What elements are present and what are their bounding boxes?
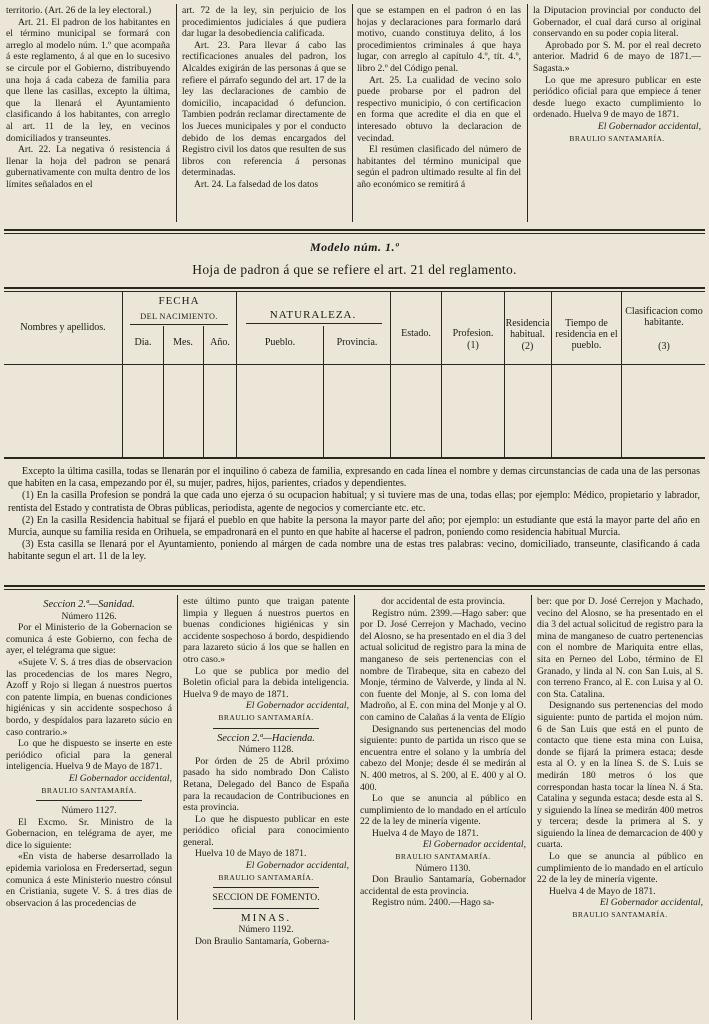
header-clasificacion: Clasificacion como habitante. xyxy=(625,306,703,328)
paragraph: Lo que he dispuesto publicar en este periódico oficial para conocimiento general. xyxy=(183,813,349,848)
header-profesion-note: (1) xyxy=(467,340,479,351)
table-col-divider xyxy=(621,291,622,457)
table-col-divider xyxy=(441,291,442,457)
paragraph: Lo que se publica por medio del Boletin oficial para la debida inteligencia. Huelva 9 de mayo de 1871. xyxy=(183,665,349,700)
column-divider xyxy=(354,595,355,1020)
top-column-1 xyxy=(6,5,170,223)
table-col-divider xyxy=(504,291,505,457)
paragraph: Huelva 10 de Mayo de 1871. xyxy=(195,848,307,860)
section-heading: MINAS. xyxy=(240,911,292,924)
signature-title: El Gobernador accidental, xyxy=(422,839,526,851)
paragraph: Registro núm. 2400.—Hago sa- xyxy=(372,897,495,909)
paragraph: Art. 25. La cualidad de vecino solo puede probarse por el padron del respectivo municipio, ó con certificacion en forma que acredite el dia en que el interesado obtuvo la declaracion de vecindad. xyxy=(357,74,521,144)
header-ano: Año. xyxy=(210,337,230,348)
signature-title: El Gobernador accidental, xyxy=(597,120,701,132)
header-del-nacimiento: DEL NACIMIENTO. xyxy=(140,312,218,321)
modelo-heading: Modelo núm. 1.º xyxy=(309,240,400,254)
signature-title: El Gobernador accidental, xyxy=(599,897,703,909)
form-title: Hoja de padron á que se refiere el art. 21 del reglamento. xyxy=(192,262,517,277)
paragraph: la Diputacion provincial por conducto del Gobernador, el cual dará curso al original conservando en su poder copia literal. xyxy=(533,5,701,40)
entry-rule xyxy=(213,908,319,909)
paragraph: Aprobado por S. M. por el real decreto anterior. Madrid 6 de mayo de 1871.—Sagasta.» xyxy=(533,39,701,74)
top-column-2 xyxy=(182,5,346,223)
paragraph: Art. 21. El padron de los habitantes en el término municipal se formará con arreglo al modelo núm. 1.º que acompaña á este reglamento, á al que en lo sucesivo se circule por el Gobierno, distribuyendo una hoja á cada cabeza de familia para que llene las casillas, excepto la última, que la llenará el Ayuntamiento clasificando á los habitantes, con arreglo al art. 11 de la ley, en vecinos domiciliados y transeuntes. xyxy=(6,16,170,144)
column-divider xyxy=(352,4,353,222)
header-fecha: FECHA xyxy=(158,295,200,307)
table-subheader-rule xyxy=(246,323,382,324)
entry-number: Número 1128. xyxy=(238,744,294,756)
table-col-divider xyxy=(390,291,391,457)
signature-name: BRAULIO SANTAMARÍA. xyxy=(569,133,665,143)
paragraph: Huelva 4 de Mayo de 1871. xyxy=(549,885,656,897)
entry-number: Número 1192. xyxy=(238,924,294,936)
paragraph: ber: que por D. José Cerrejon y Machado, vecino del Alosno, se ha presentado en el dia 3 del actual solicitud de registro para la mina de manganeso de cuatro pertenencias con el nombre de Mariquita entre ellas, sita en Perneo del Lobo, término de El Granado, y linda al N. con San Luis, al S. con terreno Franco, al E. con Luisa y al O. con Sta. Catalina. xyxy=(537,596,703,700)
paragraph: territorio. (Art. 26 de la ley electoral.) xyxy=(6,5,152,16)
header-naturaleza: NATURALEZA. xyxy=(269,309,357,321)
table-col-divider xyxy=(122,291,123,457)
entry-rule xyxy=(213,728,319,729)
paragraph: El Excmo. Sr. Ministro de la Gobernacion, en telégrama de ayer, me dice lo siguiente: xyxy=(6,816,172,851)
paragraph: Lo que he dispuesto se inserte en este periódico oficial para la general inteligencia. Huelva 9 de Mayo de 1871. xyxy=(6,738,172,773)
paragraph: que se estampen en el padron ó en las hojas y declaraciones para formarlo dará motivo, cuando constituya delito, á los procedimientos criminales á que haya lugar, con arreglo al capítulo 4.º, tít. 4.º, libro 2.º del Código penal. xyxy=(357,5,521,74)
column-divider xyxy=(531,595,532,1020)
paragraph: dor accidental de esta provincia. xyxy=(381,596,505,607)
top-column-3 xyxy=(357,5,521,223)
column-divider xyxy=(527,4,528,222)
section-rule xyxy=(4,585,705,587)
top-column-4 xyxy=(533,5,701,223)
header-dia: Dia. xyxy=(134,337,152,348)
form-note: Excepto la última casilla, todas se llenarán por el inquilino ó cabeza de familia, expresando en cada línea el nombre y demas circunstancias de cada una de las personas que habiten en la casa, empezando por él, su mujer, padres, hijos, parientes, criados y dependientes. xyxy=(8,466,700,490)
paragraph: Lo que me apresuro publicar en este periódico oficial para que empiece á tener desde luego exacto cumplimiento lo ordenado. Huelva 9 de mayo de 1871. xyxy=(533,74,701,121)
header-residencia-note: (2) xyxy=(521,341,534,352)
paragraph: Art. 23. Para llevar á cabo las rectificaciones anuales del padron, los Alcaldes exigirán de las personas á que se refiere el párrafo segundo del art. 17 de la ley las declaraciones de cambio de domicilio, incapacidad ó defuncion. Tambien podrán reclamar directamente de los Jueces municipales y por el conducto debido de los demas encargados del Registro civil los datos que resulten de sus libros con referencia á personas determinadas. xyxy=(182,39,346,179)
table-bottom-rule xyxy=(4,457,705,459)
form-note: (2) En la casilla Residencia habitual se fijará el pueblo en que habite la persona la mayor parte del año; por ejemplo: un estudiante que está la mayor parte del año en Murcia, aunque su familia resida en Orihuela, se empadronará en el punto en que habite al hacerse el padron, poniendo como residencia habitual Murcia. xyxy=(8,514,700,539)
section-rule xyxy=(4,233,705,234)
signature-title: El Gobernador accidental, xyxy=(245,860,349,872)
column-divider xyxy=(177,595,178,1020)
paragraph: Registro núm. 2399.—Hago saber: que por D. José Cerrejon y Machado, vecino del Alosno, se ha presentado en el dia 3 del actual solicitud de registro para la mina de manganeso de seis pertenencias con el nombre de Tirabeque, sita en cabezo del Monje, término de Valverde, y linda al N. con fuente del Monje, al S. con loma del Madroño, al E. con mina del Monje y al O. con camino de Calañas á la venta de Elígio xyxy=(360,607,526,723)
paragraph: Huelva 4 de Mayo de 1871. xyxy=(372,827,479,839)
signature-name: BRAULIO SANTAMARÍA. xyxy=(218,872,314,882)
signature-title: El Gobernador accidental, xyxy=(245,700,349,712)
form-note: (3) Esta casilla se llenará por el Ayuntamiento, poniendo al márgen de cada nombre una de estas tres palabras: vecino, domiciliado, transeunte, clasificando á cada habitante segun el art. 11 de la ley. xyxy=(8,539,700,563)
signature-name: BRAULIO SANTAMARÍA. xyxy=(572,910,668,920)
paragraph: este último punto que traigan patente limpia y lleguen á nuestros puertos en buenas condiciones higiénicas y sin accidente sospechoso á bordo, despidiendo para lazareto súcio á los que se hallen en otro caso.» xyxy=(183,596,349,665)
header-clasificacion-note: (3) xyxy=(658,341,670,352)
paragraph: Lo que se anuncia al público en cumplimiento de lo mandado en el artículo 22 de la ley de minería vigente. xyxy=(537,851,703,886)
header-estado: Estado. xyxy=(401,328,431,339)
paragraph: «Sujete V. S. á tres dias de observacion las procedencias de los mares Negro, Azoff y Rojo si llegan á nuestros puertos con patente limpia, en buenas condiciones higiénicas y sin accidente sospechoso á bordo, y despídalos para lazareto súcio en caso contrario.» xyxy=(6,656,172,738)
section-heading: Seccion 2.ª—Sanidad. xyxy=(43,599,135,610)
bottom-column-1 xyxy=(6,596,172,1022)
paragraph: «En vista de haberse desarrollado la epidemia variolosa en Fredersertad, segun comunica á este Ministerio nuestro cónsul en Cristiania, sugete V. S. á tres dias de observacion á las procedencias de xyxy=(6,851,172,909)
table-col-divider xyxy=(236,291,237,457)
section-rule xyxy=(4,589,705,590)
paragraph: Por órden de 25 de Abril próximo pasado ha sido nombrado Don Calisto Retana, Delegado del Banco de España para la recaudacion de Contribuciones en esta provincia. xyxy=(183,755,349,814)
header-pueblo: Pueblo. xyxy=(264,337,296,348)
entry-number: Número 1126. xyxy=(61,610,117,622)
paragraph: Designando sus pertenencias del modo siguiente: punto de partida un risco que se encuentra entre el solano y la umbría del cabezo del Monje; desde él se medirán al N. 400 metros, al S. 200, al E. 400 y al O. 400. xyxy=(360,723,526,793)
form-note: (1) En la casilla Profesion se pondrá la que cada uno ejerza ó su ocupacion habitual; y si tuviere mas de una, todas ellas; por ejemplo: Médico, propietario y labrador, rentista del Estado y contratista de Obras públicas, periodista, agente de negocios y comerciante etc. etc. xyxy=(8,490,700,514)
header-residencia: Residencia habitual. xyxy=(505,318,550,340)
column-divider xyxy=(176,4,177,222)
header-profesion: Profesion. xyxy=(452,328,494,339)
section-rule xyxy=(4,229,705,231)
paragraph: Art. 24. La falsedad de los datos xyxy=(194,178,319,190)
section-heading: Seccion 2.ª—Hacienda. xyxy=(217,732,315,744)
entry-number: Número 1130. xyxy=(415,862,471,874)
paragraph: Don Braulio Santamaría, Gobernador accidental de esta provincia. xyxy=(360,874,526,897)
header-provincia: Provincia. xyxy=(336,337,378,348)
paragraph: Art. 22. La negativa ó resistencia á llenar la hoja del padron se penará gubernativamente con multa dentro de los límites señalados en el xyxy=(6,144,170,190)
paragraph: Designando sus pertenencias del modo siguiente: punto de partida el mojon núm. 6 de San Luis que está en el punto de contacto que tiene esta mina con Luisa, donde se fijará la primera estaca; desde esta al O. y en la línea S. de S. Luis se medirán 180 metros ó los que correspondan hasta tocar la línea N. á Sta. Catalina y segunda estaca; desde esta al S. y siguiendo la línea se medirán 400 metros y tercera; desde la primera al S. y siguiendo la línea de demarcacion de 400 y cuarta. xyxy=(537,700,703,851)
bottom-column-3 xyxy=(360,596,526,1022)
section-heading: SECCION DE FOMENTO. xyxy=(212,892,320,904)
table-col-divider xyxy=(551,291,552,457)
signature-name: BRAULIO SANTAMARÍA. xyxy=(218,712,314,722)
paragraph: Lo que se anuncia al público en cumplimiento de lo mandado en el artículo 22 de la ley de minería vigente. xyxy=(360,793,526,828)
header-nombres: Nombres y apellidos. xyxy=(20,322,106,333)
table-subheader-rule xyxy=(130,324,228,325)
paragraph: El resúmen clasificado del número de habitantes del término municipal que según el padron ultimado resulte al fin del año económico se remitirá á xyxy=(357,144,521,190)
entry-number: Número 1127. xyxy=(61,805,117,817)
table-header-rule xyxy=(4,364,705,365)
header-tiempo: Tiempo de residencia en el pueblo. xyxy=(555,318,618,351)
paragraph: Por el Ministerio de la Gobernacion se comunica á este Gobierno, con fecha de ayer, el telégrama que sigue: xyxy=(6,622,172,657)
signature-name: BRAULIO SANTAMARÍA. xyxy=(41,785,137,795)
bottom-column-2 xyxy=(183,596,349,1022)
table-top-rule xyxy=(4,287,705,289)
paragraph: Don Braulio Santamaría, Goberna- xyxy=(195,936,330,948)
signature-title: El Gobernador accidental, xyxy=(68,772,172,784)
signature-name: BRAULIO SANTAMARÍA. xyxy=(395,852,491,862)
paragraph: art. 72 de la ley, sin perjuicio de los procedimientos judiciales á que pudiera dar lugar la desobediencia calificada. xyxy=(182,5,346,40)
entry-rule xyxy=(213,887,319,888)
entry-rule xyxy=(36,800,142,801)
header-mes: Mes. xyxy=(173,337,193,348)
table-col-divider xyxy=(323,326,324,457)
table-rule xyxy=(4,291,705,292)
form-notes xyxy=(8,466,700,564)
bottom-column-4 xyxy=(537,596,703,1022)
